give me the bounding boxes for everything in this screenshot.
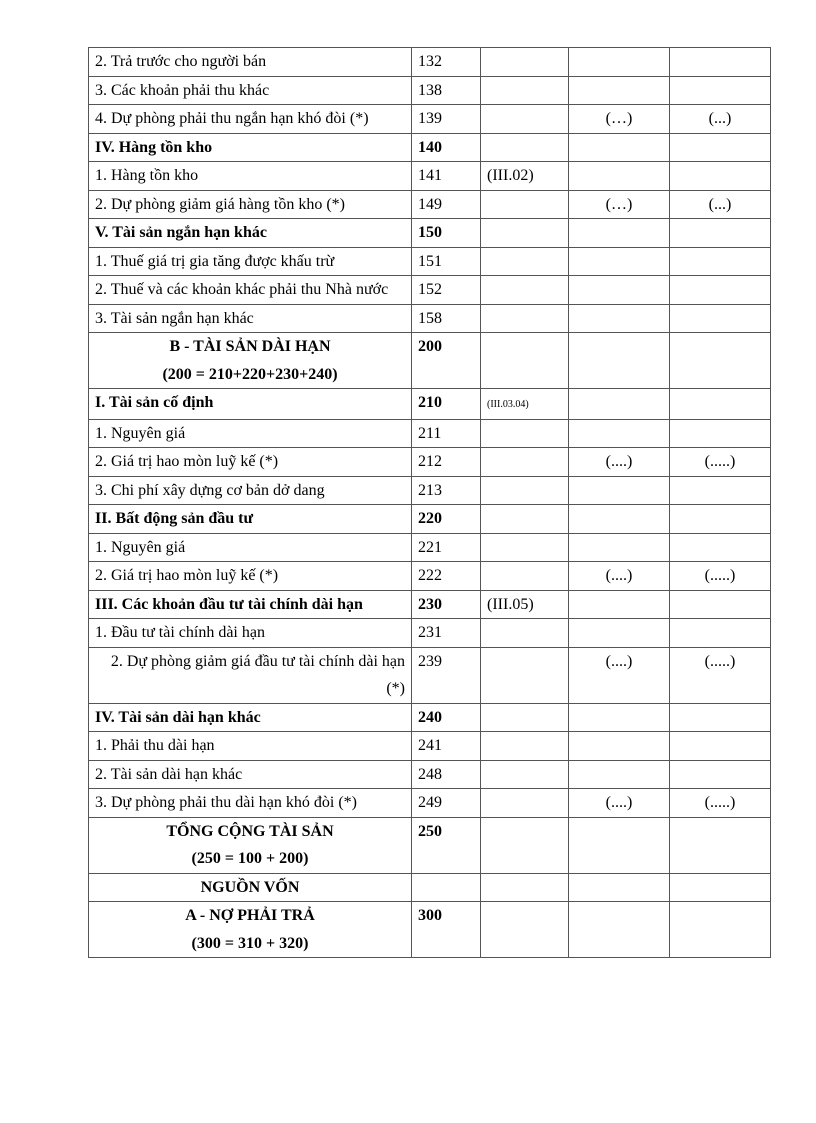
item-label: 1. Hàng tồn kho [89,162,412,191]
item-label: 1. Nguyên giá [89,419,412,448]
table-row [89,276,771,305]
table-row [89,533,771,562]
table-row [89,789,771,818]
table-row [89,304,771,333]
major-section-formula: (300 = 310 + 320) [191,934,309,952]
item-code: 250 [412,817,481,873]
major-section-formula: (250 = 100 + 200) [191,850,309,867]
current-year-value [569,817,670,873]
item-note [481,902,569,958]
major-section-title [89,333,412,389]
previous-year-value [670,619,771,648]
item-note [481,760,569,789]
previous-year-value [670,133,771,162]
item-code: 149 [412,190,481,219]
previous-year-value [670,590,771,619]
current-year-value [569,76,670,105]
item-label: 1. Nguyên giá [89,533,412,562]
item-note [481,505,569,534]
major-section-formula: (200 = 210+220+230+240) [162,365,338,383]
item-code: 139 [412,105,481,134]
item-code: 213 [412,476,481,505]
previous-year-value: (...) [670,190,771,219]
section-row [89,505,771,534]
previous-year-value [670,732,771,761]
previous-year-value [670,219,771,248]
major-section-row [89,817,771,873]
item-note [481,190,569,219]
current-year-value: (....) [569,647,670,703]
major-section-heading: A - NỢ PHẢI TRẢ [185,907,315,924]
current-year-value [569,333,670,389]
previous-year-value [670,333,771,389]
current-year-value [569,162,670,191]
table-row [89,760,771,789]
item-code: 248 [412,760,481,789]
item-label: 2. Tài sản dài hạn khác [89,760,412,789]
table-row [89,247,771,276]
previous-year-value: (.....) [670,647,771,703]
item-label: 3. Các khoản phải thu khác [89,76,412,105]
item-note [481,219,569,248]
item-code: 212 [412,448,481,477]
section-title: III. Các khoản đầu tư tài chính dài hạn [89,590,412,619]
item-note [481,647,569,703]
major-section-row [89,333,771,389]
current-year-value [569,133,670,162]
table-row [89,76,771,105]
previous-year-value: (.....) [670,448,771,477]
previous-year-value [670,162,771,191]
item-code: 141 [412,162,481,191]
previous-year-value [670,533,771,562]
previous-year-value [670,247,771,276]
item-label: 2. Giá trị hao mòn luỹ kế (*) [89,562,412,591]
item-code: 230 [412,590,481,619]
item-code: 138 [412,76,481,105]
section-title: IV. Hàng tồn kho [89,133,412,162]
item-note: (III.03.04) [487,399,529,410]
item-code: 249 [412,789,481,818]
current-year-value [569,619,670,648]
previous-year-value [670,476,771,505]
section-row [89,133,771,162]
previous-year-value [670,873,771,902]
item-code: 151 [412,247,481,276]
previous-year-value [670,389,771,420]
item-label: 2. Trả trước cho người bán [89,48,412,77]
current-year-value [569,247,670,276]
section-title: IV. Tài sản dài hạn khác [89,703,412,732]
item-label: 2. Dự phòng giảm giá đầu tư tài chính dài hạn (*) [89,647,412,703]
current-year-value [569,389,670,420]
previous-year-value: (.....) [670,562,771,591]
major-section-title [89,817,412,873]
previous-year-value [670,505,771,534]
previous-year-value [670,760,771,789]
item-code [412,873,481,902]
section-row [89,590,771,619]
previous-year-value [670,76,771,105]
item-note [481,105,569,134]
item-code: 222 [412,562,481,591]
item-label: 1. Thuế giá trị gia tăng được khấu trừ [89,247,412,276]
item-note [481,333,569,389]
current-year-value [569,533,670,562]
item-note [481,476,569,505]
previous-year-value [670,817,771,873]
item-note [481,247,569,276]
item-label: 3. Dự phòng phải thu dài hạn khó đòi (*) [89,789,412,818]
major-section-heading: B - TÀI SẢN DÀI HẠN [169,338,331,355]
item-note [481,419,569,448]
current-year-value: (....) [569,789,670,818]
item-note [481,703,569,732]
major-section-heading: TỔNG CỘNG TÀI SẢN [166,822,334,840]
item-label: 4. Dự phòng phải thu ngắn hạn khó đòi (*) [89,105,412,134]
section-title: II. Bất động sản đầu tư [89,505,412,534]
current-year-value [569,760,670,789]
item-code: 300 [412,902,481,958]
current-year-value [569,476,670,505]
previous-year-value [670,703,771,732]
item-label: 3. Tài sản ngắn hạn khác [89,304,412,333]
balance-sheet-table [88,47,771,958]
section-row [89,219,771,248]
item-label: 2. Dự phòng giảm giá hàng tồn kho (*) [89,190,412,219]
item-label: 1. Đầu tư tài chính dài hạn [89,619,412,648]
current-year-value [569,276,670,305]
table-row [89,448,771,477]
current-year-value [569,590,670,619]
item-note: (III.05) [481,590,569,619]
current-year-value [569,703,670,732]
item-note [481,562,569,591]
item-code: 239 [412,647,481,703]
item-note [481,817,569,873]
item-note [481,533,569,562]
current-year-value [569,219,670,248]
item-code: 241 [412,732,481,761]
item-code: 210 [412,389,481,420]
section-title: I. Tài sản cố định [89,389,412,420]
current-year-value [569,732,670,761]
item-code: 220 [412,505,481,534]
table-row [89,48,771,77]
previous-year-value [670,419,771,448]
previous-year-value: (...) [670,105,771,134]
table-row [89,105,771,134]
item-note [481,133,569,162]
item-code: 211 [412,419,481,448]
table-row [89,647,771,703]
table-row [89,190,771,219]
previous-year-value [670,304,771,333]
item-code: 150 [412,219,481,248]
table-row [89,419,771,448]
current-year-value [569,48,670,77]
section-title: V. Tài sản ngắn hạn khác [89,219,412,248]
item-label: 3. Chi phí xây dựng cơ bản dở dang [89,476,412,505]
section-row [89,703,771,732]
item-label: 2. Giá trị hao mòn luỹ kế (*) [89,448,412,477]
item-note [481,789,569,818]
item-code: 158 [412,304,481,333]
previous-year-value [670,276,771,305]
item-note [481,732,569,761]
major-section-row [89,902,771,958]
current-year-value [569,419,670,448]
item-code: 132 [412,48,481,77]
item-label: 1. Phải thu dài hạn [89,732,412,761]
item-note-cell [481,389,569,420]
item-note [481,276,569,305]
item-code: 152 [412,276,481,305]
previous-year-value: (.....) [670,789,771,818]
item-note [481,76,569,105]
item-note [481,619,569,648]
item-code: 140 [412,133,481,162]
item-note [481,48,569,77]
major-section-row [89,873,771,902]
current-year-value: (…) [569,190,670,219]
current-year-value: (…) [569,105,670,134]
item-note [481,873,569,902]
item-code: 240 [412,703,481,732]
table-row [89,619,771,648]
item-note [481,448,569,477]
table-row [89,162,771,191]
item-code: 221 [412,533,481,562]
table-row [89,562,771,591]
current-year-value [569,505,670,534]
item-code: 231 [412,619,481,648]
current-year-value: (....) [569,562,670,591]
major-section-title [89,902,412,958]
table-row [89,476,771,505]
section-row [89,389,771,420]
table-row [89,732,771,761]
major-section-heading: NGUỒN VỐN [89,873,412,902]
item-label: 2. Thuế và các khoản khác phải thu Nhà nước [89,276,412,305]
current-year-value: (....) [569,448,670,477]
item-note: (III.02) [481,162,569,191]
current-year-value [569,873,670,902]
current-year-value [569,902,670,958]
item-code: 200 [412,333,481,389]
item-note [481,304,569,333]
previous-year-value [670,902,771,958]
current-year-value [569,304,670,333]
previous-year-value [670,48,771,77]
